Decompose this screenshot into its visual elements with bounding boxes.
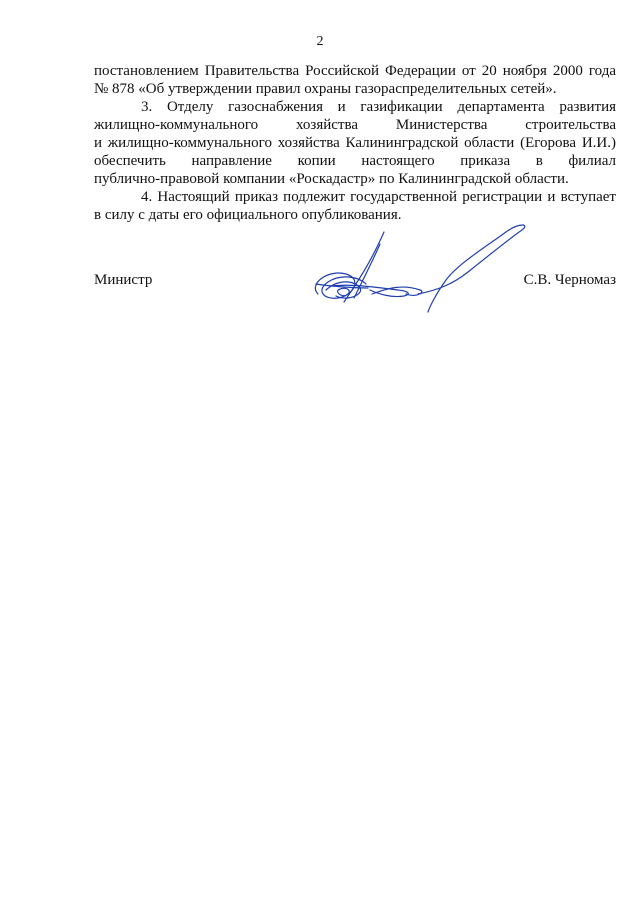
- paragraph-4-continued: [94, 206, 616, 224]
- text-line: жилищно-коммунального хозяйства Министерства строительства: [94, 117, 616, 133]
- paragraph-4: [94, 188, 616, 206]
- text-line: в силу с даты его официального опубликования.: [94, 207, 402, 223]
- signatory-name: С.В. Черномаз: [523, 272, 616, 288]
- handwritten-signature: [308, 224, 528, 314]
- text-line: 4. Настоящий приказ подлежит государственной регистрации и вступает: [141, 189, 616, 205]
- text-line: и жилищно-коммунального хозяйства Калининградской области (Егорова И.И.): [94, 135, 616, 151]
- paragraph-3: [94, 98, 616, 116]
- text-line: обеспечить направление копии настоящего приказа в филиал: [94, 153, 616, 169]
- paragraph-continuation: [94, 62, 616, 98]
- paragraph-3-continued: [94, 116, 616, 188]
- text-line: № 878 «Об утверждении правил охраны газораспределительных сетей».: [94, 81, 557, 97]
- page-number: 2: [316, 34, 324, 49]
- text-line: публично-правовой компании «Роскадастр» по Калининградской области.: [94, 171, 569, 187]
- text-line: 3. Отделу газоснабжения и газификации департамента развития: [141, 99, 616, 115]
- document-body: [94, 62, 616, 224]
- signatory-title: Министр: [94, 272, 153, 288]
- text-line: постановлением Правительства Российской Федерации от 20 ноября 2000 года: [94, 63, 616, 79]
